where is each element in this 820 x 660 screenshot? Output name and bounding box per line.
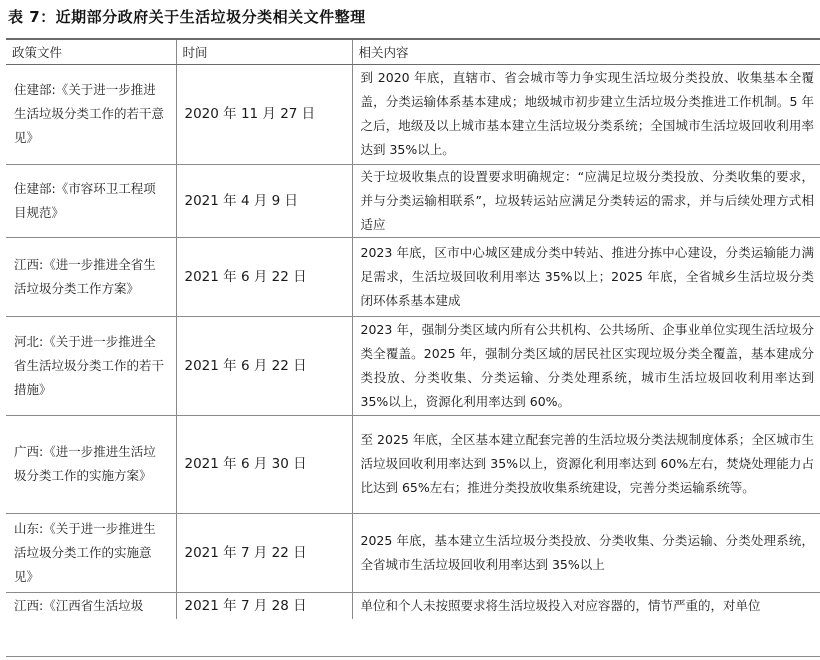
policy-cell: 河北:《关于进一步推进全省生活垃圾分类工作的若干措施》 [6,316,176,415]
header-content: 相关内容 [352,39,820,64]
content-cell: 2025 年底，基本建立生活垃圾分类投放、分类收集、分类运输、分类处理系统，全省城市生活垃圾回收利用率达到 35%以上 [352,513,820,592]
table-title: 表 7：近期部分政府关于生活垃圾分类相关文件整理 [8,8,366,26]
policy-cell: 江西:《江西省生活垃圾 [14,597,144,613]
policy-cell: 住建部:《市容环卫工程项目规范》 [6,164,176,237]
header-row [6,39,820,64]
policy-cell: 山东:《关于进一步推进生活垃圾分类工作的实施意见》 [6,513,176,592]
table-row [6,513,820,592]
date-cell: 2021 年 6 月 30 日 [176,415,352,513]
date-cell: 2021 年 6 月 22 日 [176,237,352,316]
table-row [6,415,820,513]
policy-cell: 住建部:《关于进一步推进生活垃圾分类工作的若干意见》 [6,64,176,164]
date-cell: 2021 年 7 月 22 日 [176,513,352,592]
content-cell: 关于垃圾收集点的设置要求明确规定：“应满足垃圾分类投放、分类收集的要求，并与分类运输相联系”，垃圾转运站应满足分类转运的需求，并与后续处理方式相适应 [352,164,820,237]
content-cell: 至 2025 年底，全区基本建立配套完善的生活垃圾分类法规制度体系；全区城市生活垃圾回收利用率达到 35%以上，资源化利用率达到 60%左右，焚烧处理能力占比达到 65%左右；推进分类投放收集系统建设，完善分类运输系统等。 [352,415,820,513]
date-cell: 2020 年 11 月 27 日 [176,64,352,164]
content-cell: 2023 年，强制分类区域内所有公共机构、公共场所、企事业单位实现生活垃圾分类全覆盖。2025 年，强制分类区域的居民社区实现垃圾分类全覆盖，基本建成分类投放、分类收集、分类运输、分类处理系统，城市生活垃圾回收利用率达到 35%以上，资源化利用率达到 60%。 [352,316,820,415]
content-cell: 到 2020 年底，直辖市、省会城市等力争实现生活垃圾分类投放、收集基本全覆盖，分类运输体系基本建成；地级城市初步建立生活垃圾分类推进工作机制。5 年之后，地级及以上城市基本建立生活垃圾分类系统；全国城市生活垃圾回收利用率达到 35%以上。 [352,64,820,164]
policy-cell: 江西:《进一步推进全省生活垃圾分类工作方案》 [6,237,176,316]
date-cell: 2021 年 7 月 28 日 [176,592,352,619]
table-row [6,64,820,164]
policy-table [6,38,820,619]
header-policy: 政策文件 [6,39,176,64]
policy-cell: 广西:《进一步推进生活垃圾分类工作的实施方案》 [6,415,176,513]
table-row [6,164,820,237]
header-date: 时间 [176,39,352,64]
table-row [6,237,820,316]
date-cell: 2021 年 4 月 9 日 [176,164,352,237]
date-cell: 2021 年 6 月 22 日 [176,316,352,415]
footer-rule [6,656,820,657]
table-row [6,592,820,619]
table-row [6,316,820,415]
content-cell: 单位和个人未按照要求将生活垃圾投入对应容器的，情节严重的，对单位 [352,592,820,619]
content-cell: 2023 年底，区市中心城区建成分类中转站、推进分拣中心建设，分类运输能力满足需求，生活垃圾回收利用率达 35%以上；2025 年底，全省城乡生活垃圾分类闭环体系基本建成 [352,237,820,316]
